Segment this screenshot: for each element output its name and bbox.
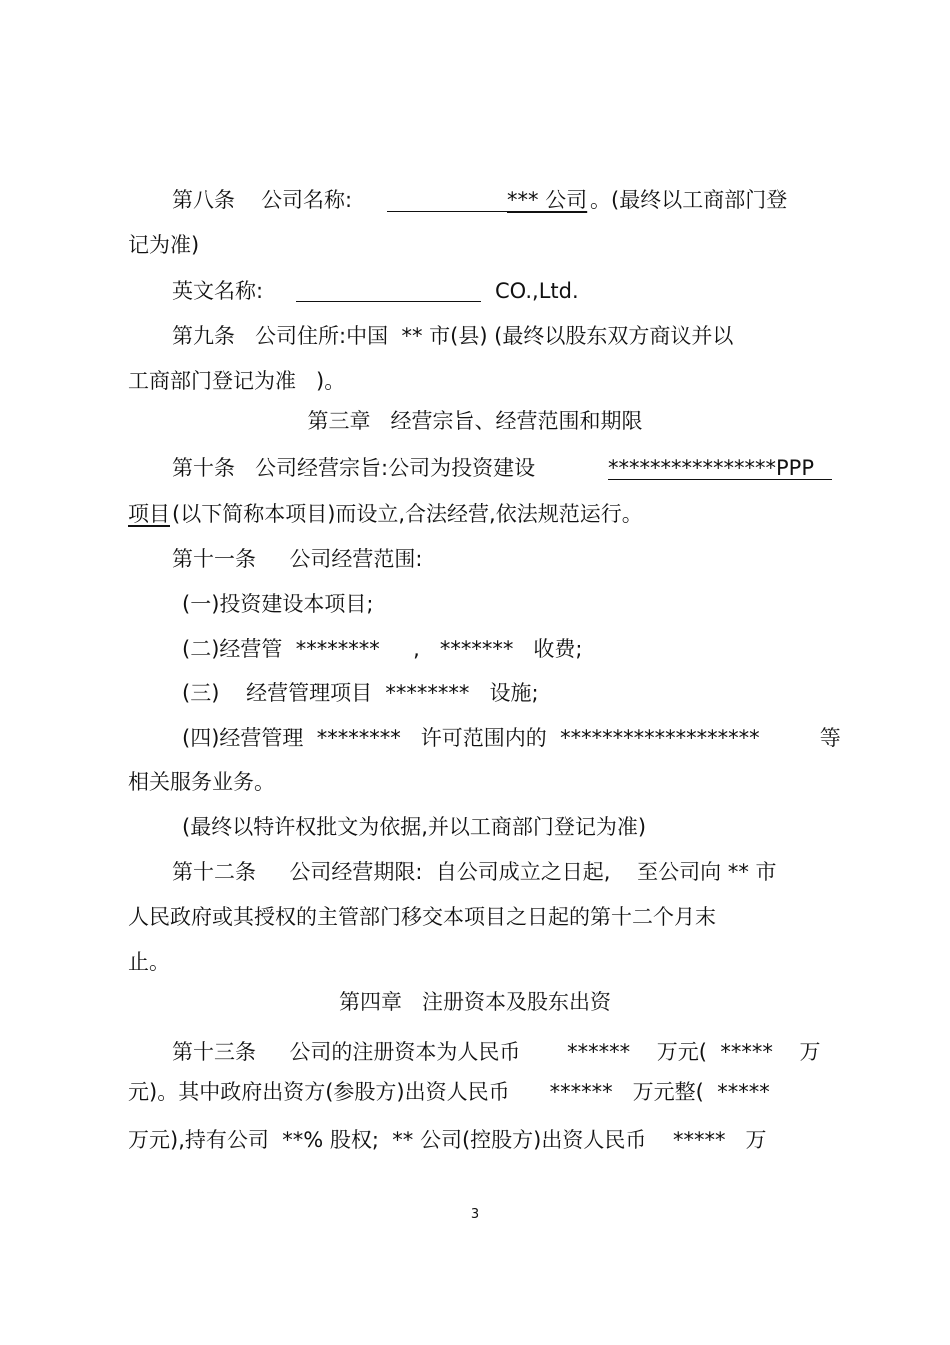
- art11-item: (三) 经营管理项目 ******** 设施;: [182, 681, 539, 705]
- art10-blank-line: [608, 479, 832, 480]
- chapter4-heading: 第四章 注册资本及股东出资: [338, 990, 612, 1014]
- art11-item: (四)经营管理 ******** 许可范围内的 ******************* 等: [182, 726, 841, 750]
- art8-blank-line: [387, 211, 507, 212]
- art11-item: (二)经营管 ******** , ******* 收费;: [182, 637, 583, 661]
- art11-note: (最终以特许权批文为依据,并以工商部门登记为准): [182, 815, 647, 839]
- art12-line2: 人民政府或其授权的主管部门移交本项目之日起的第十二个月末: [128, 905, 716, 929]
- art13-line2: 元)。其中政府出资方(参股方)出资人民币 ****** 万元整( *****: [128, 1080, 770, 1104]
- art10-line2: (以下简称本项目)而设立,合法经营,依法规范运行。: [172, 502, 643, 526]
- art8-company-name-fill: *** 公司: [507, 188, 588, 212]
- english-name-label: 英文名称:: [172, 279, 264, 303]
- art12-line1: 第十二条 公司经营期限: 自公司成立之日起, 至公司向 ** 市: [172, 860, 777, 884]
- art13-line3: 万元),持有公司 **% 股权; ** 公司(控股方)出资人民币 ***** 万: [128, 1128, 767, 1152]
- art11-title: 第十一条 公司经营范围:: [172, 547, 423, 571]
- english-name-blank-line: [296, 301, 481, 302]
- art10-line1: 第十条 公司经营宗旨:公司为投资建设: [172, 456, 536, 480]
- art8-note-cont: 记为准): [128, 233, 200, 257]
- chapter3-heading: 第三章 经营宗旨、经营范围和期限: [307, 409, 643, 433]
- art10-project-fill: ****************PPP: [608, 456, 814, 480]
- page-number: 3: [470, 1207, 480, 1222]
- english-name-suffix: CO.,Ltd.: [495, 279, 579, 303]
- art8-label: 第八条: [172, 188, 235, 212]
- art11-item: (一)投资建设本项目;: [182, 592, 374, 616]
- art13-line1: 第十三条 公司的注册资本为人民币 ****** 万元( ***** 万: [172, 1040, 821, 1064]
- art9-line1: 第九条 公司住所:中国 ** 市(县) (最终以股东双方商议并以: [172, 324, 734, 348]
- art9-line2: 工商部门登记为准 )。: [128, 369, 346, 393]
- art11-item4-cont: 相关服务业务。: [128, 770, 275, 794]
- art10-project-fill-cont: 项目: [128, 502, 170, 526]
- art8-field: 公司名称:: [261, 188, 353, 212]
- art8-note: 。(最终以工商部门登: [590, 188, 788, 212]
- art12-line3: 止。: [128, 950, 170, 974]
